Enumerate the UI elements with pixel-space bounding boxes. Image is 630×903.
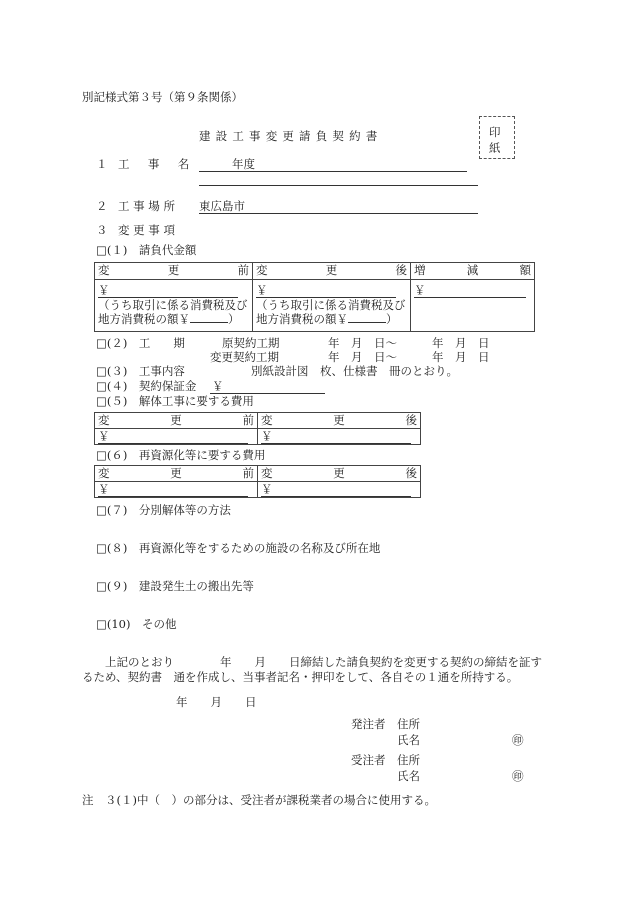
s1-label: □(１) 請負代金額 (96, 243, 197, 257)
orig-end-date: 年 月 日 (432, 336, 490, 350)
revenue-stamp-box (479, 116, 515, 159)
s3-label: □(３) 工事内容 (96, 364, 185, 378)
header-after: 変 更 後 (256, 263, 407, 277)
s8-label: □(８) 再資源化等をするための施設の名称及び所在地 (96, 541, 381, 555)
s7-label: □(７) 分別解体等の方法 (96, 503, 231, 517)
s5-before-field[interactable]: ￥ (98, 429, 248, 444)
s6-header-before: 変 更 前 (98, 466, 254, 480)
header-change: 増 減 額 (414, 263, 531, 277)
tax-note-line1-after: （うち取引に係る消費税及び (256, 298, 406, 312)
amount-before-field[interactable]: ￥ (98, 283, 238, 298)
s9-label: □(９) 建設発生土の搬出先等 (96, 579, 254, 593)
item1-value: 年度 (232, 157, 255, 171)
s10-label: □(10) その他 (96, 617, 177, 631)
orderer-name-label: 氏名 (397, 733, 420, 747)
s5-header-after: 変 更 後 (261, 413, 417, 427)
body-line-1: 上記のとおり 年 月 日締結した請負契約を変更する契約の締結を証す (105, 655, 542, 669)
orig-start-date: 年 月 日～ (328, 336, 397, 350)
document-title: 建設工事変更請負契約書 (199, 129, 383, 143)
item1-number: １ (96, 157, 108, 171)
orderer-seal: ㊞ (512, 733, 524, 747)
orderer-role: 発注者 (351, 717, 386, 731)
form-id: 別記様式第３号（第９条関係） (82, 90, 243, 104)
amount-after-field[interactable]: ￥ (256, 283, 396, 298)
s5-label: □(５) 解体工事に要する費用 (96, 394, 254, 408)
change-end-date: 年 月 日 (432, 350, 490, 364)
contractor-address-label: 住所 (397, 753, 420, 767)
s6-before-field[interactable]: ￥ (98, 482, 248, 497)
item3-number: ３ (96, 223, 108, 237)
item1-label: 工 事 名 (118, 157, 193, 171)
tax-note-line2: 地方消費税の額￥ ） (98, 312, 240, 326)
recycling-cost-table (94, 465, 421, 498)
change-start-date: 年 月 日～ (328, 350, 397, 364)
tax-note-line2-after: 地方消費税の額￥ ） (256, 312, 398, 326)
contractor-seal: ㊞ (512, 769, 524, 783)
contract-amount-table (94, 262, 535, 332)
demolition-cost-table (94, 412, 421, 445)
contract-date: 年 月 日 (176, 695, 257, 709)
change-period-label: 変更契約工期 (210, 350, 279, 364)
body-line-2: るため、契約書 通を作成し、当事者記名・押印をして、各自その１通を所持する。 (82, 670, 519, 684)
project-name-underline (199, 171, 467, 172)
s2-label: □(２) 工 期 (96, 336, 185, 350)
contractor-name-label: 氏名 (397, 769, 420, 783)
s6-header-after: 変 更 後 (261, 466, 417, 480)
s5-after-field[interactable]: ￥ (261, 429, 411, 444)
location-underline (199, 213, 478, 214)
stamp-char-1: 印 (489, 125, 501, 139)
s4-label: □(４) 契約保証金 (96, 379, 197, 393)
orderer-address-label: 住所 (397, 717, 420, 731)
s4-yen: ￥ (212, 379, 224, 393)
header-before: 変 更 前 (98, 263, 249, 277)
s6-label: □(６) 再資源化等に要する費用 (96, 448, 266, 462)
item2-label: 工 事 場 所 (118, 199, 175, 213)
amount-change-field[interactable]: ￥ (414, 283, 526, 298)
item2-value: 東広島市 (199, 199, 245, 213)
footnote: 注 ３(１)中（ ）の部分は、受注者が課税業者の場合に使用する。 (82, 793, 436, 807)
s5-header-before: 変 更 前 (98, 413, 254, 427)
orig-period-label: 原契約工期 (222, 336, 280, 350)
item2-number: ２ (96, 199, 108, 213)
contractor-role: 受注者 (351, 753, 386, 767)
item3-label: 変 更 事 項 (118, 223, 175, 237)
s6-after-field[interactable]: ￥ (261, 482, 411, 497)
s3-text: 別紙設計図 枚、仕様書 冊のとおり。 (251, 364, 458, 378)
project-name-underline-2 (199, 185, 478, 186)
tax-note-line1: （うち取引に係る消費税及び (98, 298, 248, 312)
stamp-char-2: 紙 (489, 141, 501, 155)
